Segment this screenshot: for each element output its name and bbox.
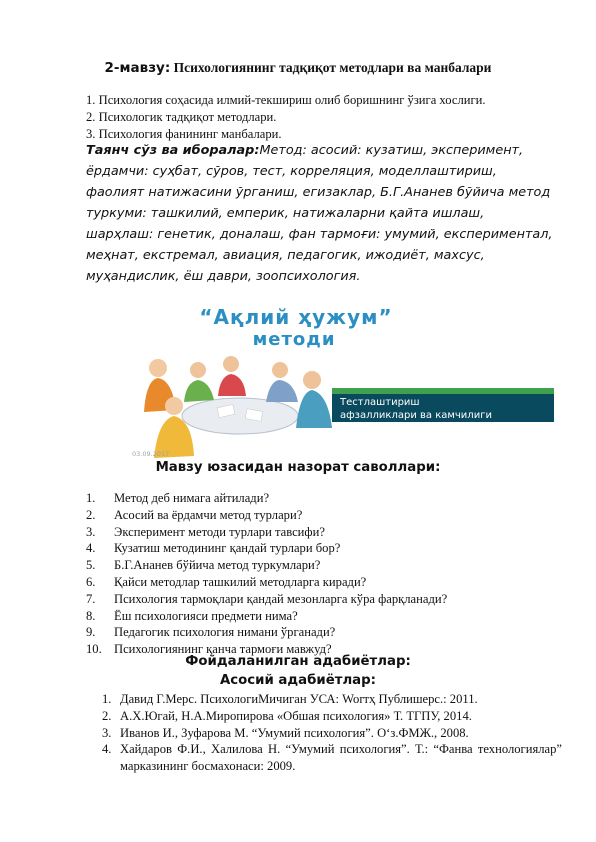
person-figure [296, 371, 332, 428]
list-item: 9. Педагогик психология нимани ўрганади? [86, 625, 336, 640]
list-item: 6. Қайси методлар ташкилий методларга киради? [86, 574, 367, 589]
list-item: 1. Давид Г.Мерс. ПсихологиМичиган УСА: Worтҳ Публишерс.: 2011. [102, 692, 478, 706]
table-shape [182, 398, 298, 434]
list-item: 3. Эксперимент методи турлари тавсифи? [86, 524, 325, 539]
illustration-heading-line2: методи [252, 329, 336, 350]
banner-line2: афзалликлари ва камчилиги [340, 410, 492, 421]
list-item: 2. Асосий ва ёрдамчи метод турлари? [86, 507, 303, 522]
person-figure [266, 362, 298, 402]
illustration-date: 03.09.2017 [132, 450, 170, 458]
keywords-line: туркуми: ташкилий, емперик, натижаларни қайта ишлаш, [86, 206, 485, 221]
person-figure [184, 362, 214, 402]
plan-item: 1. Психология соҳасида илмий-текшириш олиб боришнинг ўзига хослиги. [86, 93, 486, 107]
topic-number: 2-мавзу: [104, 60, 171, 76]
person-figure [218, 356, 246, 396]
banner-line1: Тестлаштириш [340, 397, 420, 408]
plan-item: 2. Психологик тадқиқот методлари. [86, 110, 277, 124]
list-item: 2. А.Х.Югай, Н.А.Миропирова «Обшая психология» Т. ТГПУ, 2014. [102, 708, 472, 723]
banner-bar [332, 388, 554, 394]
page-title [0, 60, 596, 76]
list-item: 7. Психология тармоқлари қандай мезонларга кўра фарқланади? [86, 591, 448, 606]
keywords-label: Таянч сўз ва иборалар: [86, 143, 260, 158]
topic-plan [86, 92, 556, 143]
keywords-line: меҳнат, екстремал, авиация, педагогик, ижодиёт, махсус, [86, 248, 485, 263]
brainstorming-illustration [128, 298, 556, 460]
keywords-line: Метод: асосий: кузатиш, эксперимент, [259, 143, 524, 158]
keywords-line: фаолият натижасини ўрганиш, егизаклар, Б.Г.Ананев бўйича метод [86, 185, 551, 200]
literature-list [102, 691, 562, 775]
keywords-line: шарҳлаш: генетик, доналаш, фан тармоғи: умумий, експериментал, [86, 227, 553, 242]
topic-title: Психологиянинг тадқиқот методлари ва манбалари [173, 60, 492, 75]
keywords-line: ёрдамчи: суҳбат, сўров, тест, корреляция, моделлаштириш, [86, 164, 497, 179]
list-item: 4. Хайдаров Ф.И., Халилова Н. “Умумий психология”. Т.: “Фанва технологиялар” марказининг босмахонаси: 2009. [102, 742, 562, 774]
list-item: 1. Метод деб нимага айтилади? [86, 491, 270, 505]
illustration-heading-line1: “Ақлий ҳужум” [199, 305, 393, 329]
list-item: 10. Психологиянинг қанча тармоғи мавжуд? [86, 642, 332, 657]
list-item: 4. Кузатиш методининг қандай турлари бор? [86, 541, 341, 556]
list-item: 3. Иванов И., Зуфарова М. “Умумий психология”. О‘з.ФМЖ., 2008. [102, 725, 469, 740]
literature-heading: Фойдаланилган адабиётлар: [185, 654, 411, 669]
list-item: 5. Б.Г.Ананев бўйича метод туркумлари? [86, 558, 321, 573]
questions-list [86, 490, 566, 658]
main-literature-heading: Асосий адабиётлар: [219, 673, 376, 688]
questions-heading: Мавзу юзасидан назорат саволлари: [155, 460, 441, 475]
keywords-line: муҳандислик, ёш даври, зоопсихология. [86, 269, 361, 284]
list-item: 8. Ёш психологияси предмети нима? [86, 608, 298, 623]
keywords-paragraph [86, 140, 566, 287]
plan-item: 3. Психология фанининг манбалари. [86, 127, 282, 141]
